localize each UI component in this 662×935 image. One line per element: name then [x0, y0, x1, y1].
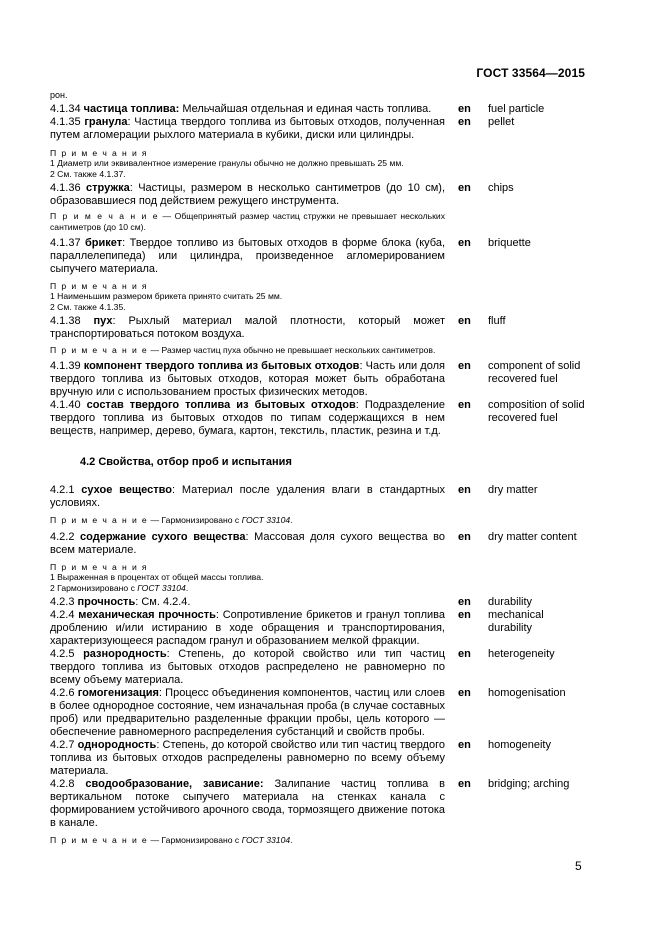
term-definition: Залипание частиц топлива в вертикальном потоке сыпучего материала на стенках канала с формированием устойчивого арочного свода, тормозящего движение потока в канале.: [50, 778, 445, 830]
term-definition: : Часть или доля твердого топлива из бытовых отходов, которая может быть обработана вручную или с использованием простых физических методов.: [50, 359, 445, 398]
term-name: компонент твердого топлива из бытовых отходов: [83, 359, 360, 372]
term-definition: : Подразделение твердого топлива из бытовых отходов по типам содержащихся в нем веществ, например, дерево, бумага, картон, текстиль, пластик, резина и т.д.: [50, 398, 445, 437]
note-line: 2 См. также 4.1.35.: [50, 301, 126, 312]
term-entry: [50, 687, 585, 739]
term-number: 4.2.8: [50, 778, 75, 791]
note-tail: .: [290, 835, 293, 846]
term-definition: : Частица твердого топлива из бытовых отходов, полученная путем агломерации рыхлого материала в кубики, диски или цилиндры.: [50, 115, 445, 141]
term-entry: [50, 531, 585, 557]
note-block: [50, 281, 445, 313]
term-name: механическая прочность: [78, 609, 216, 622]
term-name: пух: [93, 315, 113, 328]
term-definition: : Рыхлый материал малой плотности, который может транспортироваться потоком воздуха.: [50, 315, 445, 341]
lang-label: en: [458, 778, 471, 791]
term-entry: [50, 739, 585, 778]
term-number: 4.1.34: [50, 102, 81, 115]
term-name: содержание сухого вещества: [80, 530, 246, 543]
note-heading: П р и м е ч а н и я: [50, 147, 148, 158]
term-name: разнородность: [83, 648, 167, 661]
english-term: dry matter: [488, 483, 538, 496]
english-term: heterogeneity: [488, 648, 555, 661]
note-line: 1 Наименьшим размером брикета принято считать 25 мм.: [50, 291, 283, 302]
english-term: chips: [488, 182, 514, 195]
lang-label: en: [458, 609, 471, 622]
note-label: П р и м е ч а н и е: [50, 835, 149, 846]
lang-label: en: [458, 483, 471, 496]
note-tail: .: [290, 514, 293, 525]
english-term: mechanical durability: [488, 609, 544, 635]
term-entry: [50, 182, 585, 208]
term-entry: [50, 237, 585, 276]
term-definition: : Частицы, размером в несколько сантиметров (до 10 см), образовавшиеся под действием режущего инструмента.: [50, 182, 445, 208]
term-definition: : Массовая доля сухого вещества во всем материале.: [50, 530, 445, 556]
note-block: [50, 515, 445, 526]
term-entry: [50, 399, 585, 438]
term-number: 4.1.38: [50, 315, 81, 328]
term-name: сводообразование, зависание:: [85, 778, 264, 791]
lang-label: en: [458, 182, 471, 195]
note-block: [50, 562, 445, 594]
term-number: 4.1.37: [50, 236, 81, 249]
term-definition: : Твердое топливо из бытовых отходов в форме блока (куба, параллелепипеда) или цилиндра, произведенное агломерированием сыпучего материала.: [50, 236, 445, 275]
standard-code: ГОСТ 33564—2015: [476, 66, 585, 80]
english-term: durability: [488, 596, 533, 609]
term-number: 4.2.6: [50, 687, 75, 700]
lang-label: en: [458, 648, 471, 661]
term-name: состав твердого топлива из бытовых отходов: [86, 398, 356, 411]
term-name: сухое вещество: [81, 483, 172, 496]
english-term: dry matter content: [488, 530, 577, 543]
term-entry: [50, 596, 585, 609]
section-title: 4.2 Свойства, отбор проб и испытания: [80, 455, 292, 468]
lang-label: en: [458, 687, 471, 700]
note-text: — Гармонизировано с: [148, 514, 242, 525]
lang-label: en: [458, 236, 471, 249]
english-term: briquette: [488, 236, 531, 249]
term-entry: [50, 103, 585, 116]
note-label: П р и м е ч а н и е: [50, 514, 149, 525]
term-number: 4.2.5: [50, 648, 75, 661]
english-term: homogeneity: [488, 739, 551, 752]
english-term: composition of solid recovered fuel: [488, 398, 585, 424]
term-name: брикет: [85, 236, 123, 249]
term-entry: [50, 484, 585, 510]
term-entry: [50, 360, 585, 399]
term-definition: : Процесс объединения компонентов, частиц или слоев в более однородное состояние, чем изначальная проба (в случае составных проб) или предварительно разделенные фракции пробы, цель которого — обеспечение равномерного распределения субстанций и свойств пробы.: [50, 687, 445, 739]
note-reference: ГОСТ 33104: [241, 514, 291, 525]
term-entry: [50, 648, 585, 687]
term-number: 4.1.40: [50, 398, 81, 411]
page-number: 5: [575, 859, 582, 873]
lang-label: en: [458, 398, 471, 411]
note-heading: П р и м е ч а н и я: [50, 561, 148, 572]
term-entry: [50, 315, 585, 341]
carryover-text: рон.: [50, 90, 68, 100]
term-entry: [50, 116, 585, 142]
term-number: 4.1.39: [50, 359, 81, 372]
note-label: П р и м е ч а н и е: [50, 211, 159, 222]
term-number: 4.1.36: [50, 182, 81, 195]
note-block: [50, 148, 445, 180]
term-name: гомогенизация: [77, 687, 159, 700]
term-number: 4.1.35: [50, 115, 81, 128]
term-name: стружка: [85, 182, 130, 195]
english-term: component of solid recovered fuel: [488, 359, 581, 385]
english-term: pellet: [488, 115, 515, 128]
page-content: [50, 90, 585, 846]
term-number: 4.2.4: [50, 609, 75, 622]
term-definition: : Степень, до которой свойство или тип частиц твердого топлива из бытовых отходов распределено не равномерно по всему объему материала.: [50, 648, 445, 687]
note-text: — Общепринятый размер частиц стружки не превышает нескольких сантиметров (до 10 см).: [50, 211, 445, 232]
note-reference: ГОСТ 33104: [241, 835, 291, 846]
term-number: 4.2.3: [50, 596, 75, 609]
term-name: однородность: [77, 739, 157, 752]
lang-label: en: [458, 102, 471, 115]
lang-label: en: [458, 530, 471, 543]
note-line: 2 См. также 4.1.37.: [50, 168, 126, 179]
note-text: — Размер частиц пуха обычно не превышает нескольких сантиметров.: [148, 345, 436, 356]
note-block: [50, 345, 445, 356]
lang-label: en: [458, 115, 471, 128]
term-definition: : См. 4.2.4.: [135, 596, 191, 609]
english-term: fluff: [488, 315, 506, 328]
term-name: гранула: [84, 115, 128, 128]
lang-label: en: [458, 359, 471, 372]
note-line: 1 Диаметр или эквивалентное измерение гранулы обычно не должно превышать 25 мм.: [50, 158, 404, 169]
english-term: homogenisation: [488, 687, 566, 700]
term-entry: [50, 778, 585, 830]
note-block: [50, 835, 445, 846]
lang-label: en: [458, 596, 471, 609]
term-name: частица топлива:: [83, 102, 180, 115]
note-line: 1 Выраженная в процентах от общей массы топлива.: [50, 572, 264, 583]
term-definition: : Материал после удаления влаги в стандартных условиях.: [50, 483, 446, 509]
term-entry: [50, 609, 585, 648]
lang-label: en: [458, 315, 471, 328]
note-label: П р и м е ч а н и е: [50, 345, 149, 356]
term-definition: : Сопротивление брикетов и гранул топлива дроблению и/или истиранию в ходе обращения и транспортирования, характеризующееся распадом гранул и образованием мелкой фракции.: [50, 609, 446, 648]
note-line: 2 Гармонизировано с ГОСТ 33104.: [50, 582, 189, 593]
term-number: 4.2.2: [50, 530, 75, 543]
note-heading: П р и м е ч а н и я: [50, 280, 148, 291]
note-reference: ГОСТ 33104: [137, 582, 186, 593]
lang-label: en: [458, 739, 471, 752]
english-term: bridging; arching: [488, 778, 570, 791]
note-text: — Гармонизировано с: [148, 835, 242, 846]
term-name: прочность: [77, 596, 136, 609]
term-number: 4.2.7: [50, 739, 75, 752]
term-definition: Мельчайшая отдельная и единая часть топлива.: [182, 102, 432, 115]
note-block: [50, 211, 445, 232]
term-number: 4.2.1: [50, 483, 75, 496]
english-term: fuel particle: [488, 102, 545, 115]
term-definition: : Степень, до которой свойство или тип частиц твердого топлива из бытовых отходов распределены равномерно по всему объему материала.: [50, 739, 445, 778]
